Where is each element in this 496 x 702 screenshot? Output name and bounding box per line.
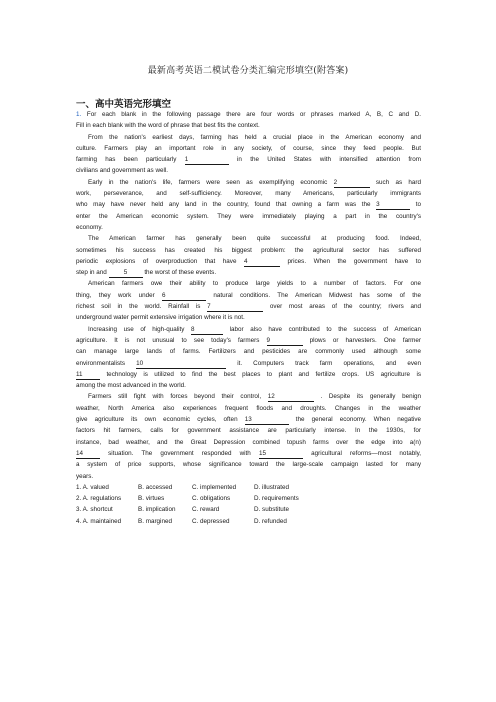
passage-line: weather, North America also experiences frequent floods and droughts. Changes in the weather	[76, 404, 421, 412]
blank-3: 3	[376, 200, 410, 210]
blank-11: 11	[76, 370, 100, 380]
blank-12: 12	[268, 392, 314, 402]
passage-line	[76, 301, 421, 312]
passage-line	[76, 154, 421, 165]
text-segment: such as hard	[375, 178, 421, 186]
blank-14: 14	[76, 449, 100, 459]
text-segment: natural conditions. The American Midwest has some of the	[213, 291, 422, 299]
instruction-text: For each blank in the following passage there are four words or phrases marked A, B, C and D.	[86, 111, 422, 118]
option-a: 1. A. valued	[76, 483, 109, 491]
text-segment: who may have never held any land in the country, found that owning a farm was the	[76, 201, 371, 209]
text-segment: situation. The government responded with	[108, 449, 251, 457]
passage-line: work, perseverance, and self-sufficiency. Moreover, many Americans, particularly immigrants	[76, 190, 421, 198]
blank-2: 2	[334, 178, 370, 188]
option-row	[76, 493, 421, 504]
text-segment: the general economy. When negative	[295, 416, 422, 424]
instruction-line	[76, 109, 421, 120]
passage-line	[76, 324, 421, 335]
text-segment: farming has been particularly	[76, 156, 177, 164]
text-segment: technology is utilized to find the best places to plant and fertilize crops. US agriculture is	[106, 370, 422, 378]
passage-line	[76, 391, 421, 402]
passage-line: years.	[76, 472, 94, 480]
text-segment: it. Computers track farm operations, and even	[237, 359, 421, 367]
option-b: B. margined	[138, 517, 172, 525]
passage-line	[76, 448, 421, 459]
passage-line: sometimes his success has created his biggest problem: the agricultural sector has suffered	[76, 246, 421, 254]
text-segment: Farmers still fight with forces beyond their control,	[88, 393, 262, 401]
option-d: D. illustrated	[254, 483, 289, 491]
option-row	[76, 504, 421, 515]
option-c: C. reward	[192, 506, 220, 514]
passage-line	[76, 290, 421, 301]
passage-line: underground water permit extensive irrigation where it is not.	[76, 314, 245, 322]
option-b: B. virtues	[138, 495, 165, 503]
text-segment: . Despite its generally benign	[320, 393, 422, 401]
passage-line: economy.	[76, 223, 103, 231]
option-c: C. obligations	[192, 495, 231, 503]
blank-13: 13	[245, 415, 289, 425]
option-a: 2. A. regulations	[76, 495, 122, 503]
text-segment: step in and	[76, 269, 107, 277]
blank-5: 5	[109, 268, 143, 278]
passage-line	[76, 199, 421, 210]
passage-line: can manage large lands of farms. Fertilizers and pesticides are commonly used although some	[76, 348, 421, 356]
blank-9: 9	[267, 336, 303, 346]
text-segment: richest soil in the world. Rainfall is	[76, 303, 201, 311]
passage-line: a system of price supports, whose significance toward the large-scale campaign lasted for many	[76, 461, 421, 469]
document-title: 最新高考英语二模试卷分类汇编完形填空(附答案)	[147, 66, 349, 76]
text-segment: periodic explosions of overproduction that have	[76, 257, 237, 265]
passage-line	[76, 177, 421, 188]
text-segment: the worst of these events.	[144, 269, 217, 277]
passage-line: culture. Farmers play an important role in any society, of course, since they feed people. But	[76, 144, 421, 152]
passage-line: factors hit farmers, calls for government assistance are particularly intense. In the 1930s, for	[76, 427, 421, 435]
text-segment: Increasing use of high-quality	[88, 325, 185, 333]
option-a: 4. A. maintained	[76, 517, 122, 525]
passage-line	[76, 256, 421, 267]
passage-line: From the nation's earliest days, farming has held a crucial place in the American economy and	[88, 133, 421, 141]
option-c: C. depressed	[192, 517, 230, 525]
passage-line: instance, bad weather, and the Great Depression combined topush farms over the edge into a(n)	[76, 438, 421, 446]
option-row	[76, 516, 421, 527]
passage-line: among the most advanced in the world.	[76, 382, 186, 390]
text-segment: labor also have contributed to the success of American	[229, 325, 421, 333]
text-segment: in the United States with intensified attention from	[237, 156, 421, 164]
passage	[76, 109, 421, 527]
text-segment: environmentalists	[76, 359, 125, 367]
text-segment: agriculture. It is not unusual to see today's farmers	[76, 336, 260, 344]
passage-line: civilians and government as well.	[76, 167, 169, 175]
option-c: C. implemented	[192, 483, 237, 491]
option-d: D. substitute	[254, 506, 289, 514]
text-segment: thing, they work under	[76, 291, 155, 299]
text-segment: plows or harvesters. One farmer	[309, 336, 422, 344]
text-segment: give agriculture its own economic cycles, often	[76, 416, 238, 424]
passage-line: enter the American economic system. They were immediately playing a part in the country's	[76, 212, 421, 220]
text-segment: Early in the nation's life, farmers were seen as exemplifying economic	[88, 178, 328, 186]
text-segment: agricultural reforms—most notably,	[311, 449, 422, 457]
passage-line	[76, 335, 421, 346]
passage-line	[76, 414, 421, 425]
blank-1: 1	[185, 155, 229, 165]
passage-line: The American farmer has generally been quite successful at producing food. Indeed,	[88, 235, 421, 243]
option-b: B. implication	[138, 506, 176, 514]
option-d: D. requirements	[254, 495, 299, 503]
blank-7: 7	[207, 302, 263, 312]
passage-line	[76, 369, 421, 380]
blank-4: 4	[244, 257, 280, 267]
blank-6: 6	[162, 291, 206, 301]
blank-8: 8	[191, 325, 223, 335]
option-row	[76, 482, 421, 493]
blank-15: 15	[259, 449, 303, 459]
passage-line	[76, 267, 421, 278]
question-number: 1.	[76, 111, 82, 118]
text-segment: to	[415, 201, 422, 209]
passage-line: American farmers owe their ability to produce large yields to a number of factors. For one	[88, 280, 421, 288]
option-b: B. accessed	[138, 483, 173, 491]
blank-10: 10	[136, 359, 226, 369]
text-segment: over most areas of the country; rivers and	[269, 303, 422, 311]
passage-line	[76, 358, 421, 369]
option-a: 3. A. shortcut	[76, 506, 113, 514]
instruction-line: Fill in each blank with the word of phrase that best fits the context.	[76, 122, 260, 130]
option-d: D. refunded	[254, 517, 287, 525]
section-heading: 一、高中英语完形填空	[76, 99, 172, 110]
text-segment: prices. When the government have to	[287, 257, 422, 265]
